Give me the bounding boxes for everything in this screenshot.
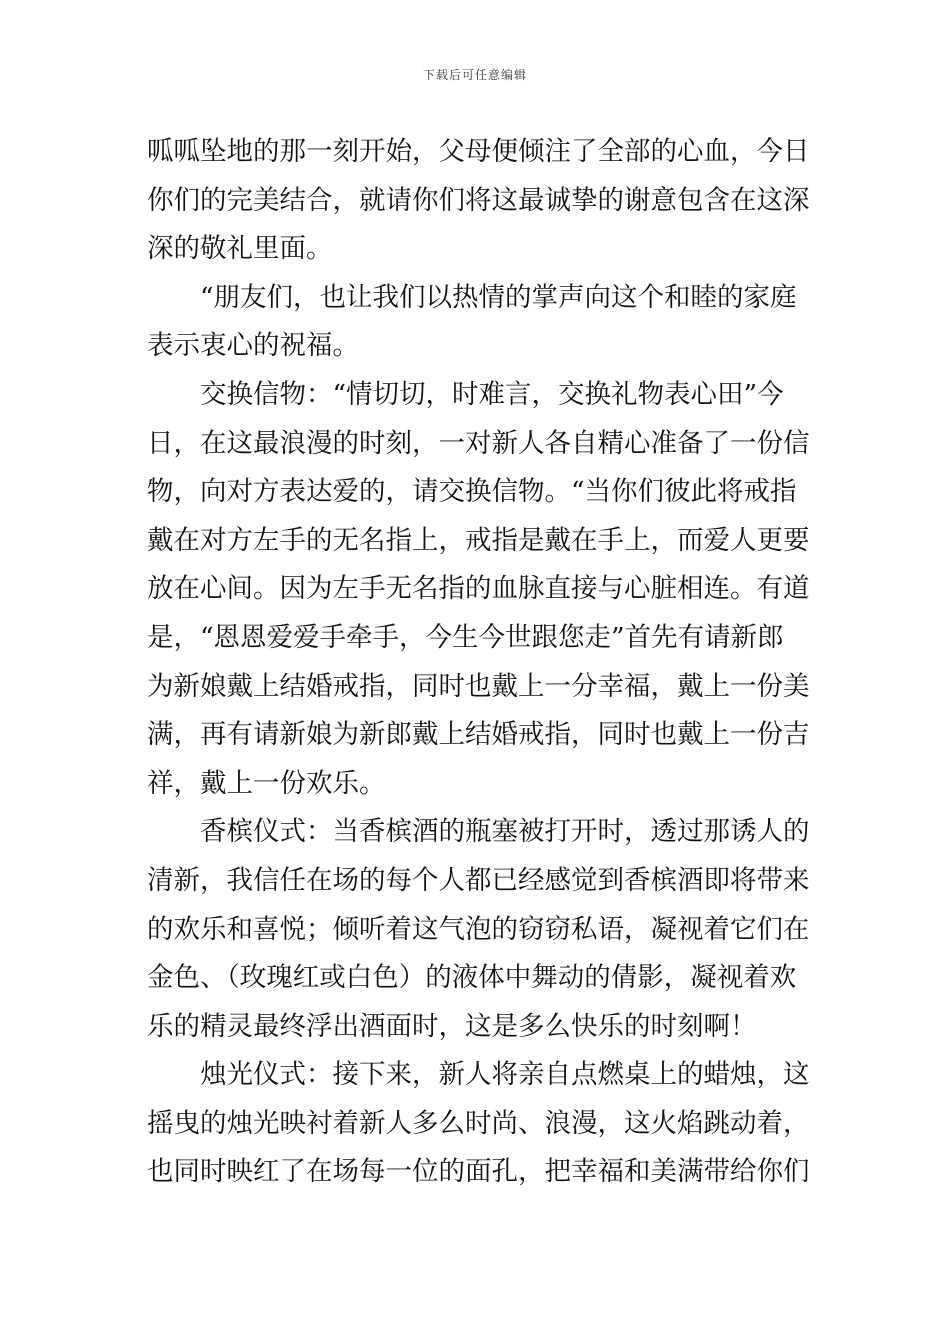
text-line: 物，向对方表达爱的，请交换信物。“当你们彼此将戒指 (147, 476, 797, 508)
text-line: “朋友们，也让我们以热情的掌声向这个和睦的家庭 (200, 281, 797, 313)
text-line: 祥，戴上一份欢乐。 (147, 767, 386, 799)
text-line: 日，在这最浪漫的时刻，一对新人各自精心准备了一份信 (147, 427, 810, 459)
text-line: 交换信物：“情切切，时难言，交换礼物表心田”今 (200, 378, 784, 410)
text-line: 为新娘戴上结婚戒指，同时也戴上一分幸福，戴上一份美 (147, 670, 810, 702)
text-line: 深的敬礼里面。 (147, 233, 333, 265)
text-line: 乐的精灵最终浮出酒面时，这是多么快乐的时刻啊！ (147, 1010, 757, 1042)
text-line: 烛光仪式：接下来，新人将亲自点燃桌上的蜡烛，这 (200, 1059, 810, 1091)
text-line: 也同时映红了在场每一位的面孔，把幸福和美满带给你们 (147, 1156, 810, 1188)
text-line: 你们的完美结合，就请你们将这最诚挚的谢意包含在这深 (147, 184, 810, 216)
text-line: 满，再有请新娘为新郎戴上结婚戒指，同时也戴上一份吉 (147, 719, 810, 751)
text-line: 是，“恩恩爱爱手牵手，今生今世跟您走”首先有请新郎 (147, 621, 784, 653)
body-text (147, 128, 812, 1197)
text-line: 清新，我信任在场的每个人都已经感觉到香槟酒即将带来 (147, 864, 810, 896)
text-line: 放在心间。因为左手无名指的血脉直接与心脏相连。有道 (147, 573, 810, 605)
text-line: 香槟仪式：当香槟酒的瓶塞被打开时，透过那诱人的 (200, 816, 810, 848)
text-line: 摇曳的烛光映衬着新人多么时尚、浪漫，这火焰跳动着， (147, 1107, 810, 1139)
text-line: 金色、（玫瑰红或白色）的液体中舞动的倩影，凝视着欢 (147, 962, 797, 994)
text-line: 戴在对方左手的无名指上，戒指是戴在手上，而爱人更要 (147, 524, 810, 556)
text-line: 的欢乐和喜悦；倾听着这气泡的窃窃私语，凝视着它们在 (147, 913, 810, 945)
page-header: 下载后可任意编辑 (422, 68, 527, 82)
text-line: 呱呱坠地的那一刻开始，父母便倾注了全部的心血，今日 (147, 136, 810, 167)
text-line: 表示衷心的祝福。 (147, 330, 359, 362)
